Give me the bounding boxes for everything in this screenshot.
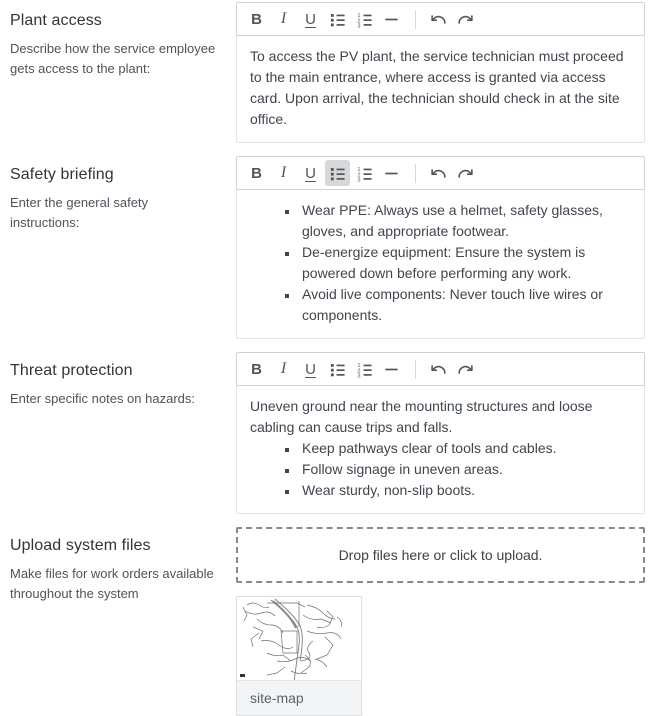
- threat-protection-toolbar: [236, 352, 645, 386]
- undo-icon: [430, 11, 447, 28]
- editor-paragraph: Uneven ground near the mounting structures and loose cabling can cause trips and falls.: [250, 398, 593, 435]
- svg-text:3: 3: [357, 373, 361, 378]
- redo-icon: [457, 361, 474, 378]
- bullet-list: [250, 438, 631, 501]
- uploaded-file-card[interactable]: [236, 596, 362, 716]
- italic-button[interactable]: I: [271, 6, 296, 32]
- redo-icon: [457, 11, 474, 28]
- section-description: Enter specific notes on hazards:: [10, 391, 195, 406]
- bullet-list-button[interactable]: [325, 6, 350, 32]
- safety-briefing-label: [10, 156, 226, 339]
- upload-label: [10, 527, 226, 716]
- ordered-list-icon: [356, 11, 373, 28]
- section-title: Upload system files: [10, 537, 151, 554]
- bullet-list-button[interactable]: [325, 160, 350, 186]
- svg-text:2: 2: [357, 17, 361, 24]
- bold-button[interactable]: B: [244, 6, 269, 32]
- italic-button[interactable]: I: [271, 356, 296, 382]
- bold-button[interactable]: B: [244, 160, 269, 186]
- svg-text:1: 1: [357, 362, 361, 369]
- svg-text:1: 1: [357, 12, 361, 19]
- toolbar-divider: [415, 164, 416, 183]
- horizontal-rule-icon: [383, 165, 400, 182]
- toolbar-divider: [415, 360, 416, 379]
- file-dropzone[interactable]: [236, 527, 645, 583]
- plant-access-label: [10, 2, 226, 143]
- threat-protection-label: [10, 352, 226, 514]
- list-item: ▪ Wear PPE: Always use a helmet, safety glasses, gloves, and appropriate footwear.: [299, 200, 631, 242]
- list-item: ▪ Avoid live components: Never touch live wires or components.: [299, 284, 631, 326]
- bullet-list-icon: [329, 361, 346, 378]
- horizontal-rule-button[interactable]: [379, 356, 404, 382]
- plant-access-toolbar: [236, 2, 645, 36]
- section-threat-protection: [10, 352, 645, 514]
- redo-button[interactable]: [453, 160, 478, 186]
- undo-button[interactable]: [426, 160, 451, 186]
- bullet-list-icon: [329, 165, 346, 182]
- svg-text:3: 3: [357, 177, 361, 182]
- list-item: ▪ De-energize equipment: Ensure the system is powered down before performing any work.: [299, 242, 631, 284]
- section-safety-briefing: [10, 156, 645, 339]
- svg-text:1: 1: [357, 166, 361, 173]
- horizontal-rule-button[interactable]: [379, 160, 404, 186]
- upload-field: [236, 527, 645, 716]
- section-title: Threat protection: [10, 362, 133, 379]
- plant-access-editor-content[interactable]: [236, 35, 645, 143]
- bullet-list-icon: [329, 11, 346, 28]
- ordered-list-button[interactable]: [352, 6, 377, 32]
- list-item: ▪ Keep pathways clear of tools and cables.: [299, 438, 631, 459]
- safety-briefing-editor-content[interactable]: [236, 189, 645, 339]
- horizontal-rule-icon: [383, 11, 400, 28]
- section-plant-access: [10, 2, 645, 143]
- safety-briefing-editor: [236, 156, 645, 339]
- redo-icon: [457, 165, 474, 182]
- editor-paragraph: To access the PV plant, the service technician must proceed to the main entrance, where access is granted via access card. Upon arrival, the technician should check in at the site office.: [250, 48, 624, 127]
- uploaded-file-name: site-map: [237, 681, 361, 715]
- undo-icon: [430, 165, 447, 182]
- list-item: ▪ Follow signage in uneven areas.: [299, 459, 631, 480]
- safety-briefing-toolbar: [236, 156, 645, 190]
- toolbar-divider: [415, 10, 416, 29]
- section-description: Make files for work orders available throughout the system: [10, 566, 214, 601]
- ordered-list-button[interactable]: [352, 356, 377, 382]
- bold-button[interactable]: B: [244, 356, 269, 382]
- undo-button[interactable]: [426, 6, 451, 32]
- svg-text:2: 2: [357, 367, 361, 374]
- section-description: Describe how the service employee gets access to the plant:: [10, 41, 216, 76]
- threat-protection-editor: [236, 352, 645, 514]
- list-item: ▪ Wear sturdy, non-slip boots.: [299, 480, 631, 501]
- section-title: Safety briefing: [10, 166, 114, 183]
- svg-text:3: 3: [357, 23, 361, 28]
- section-upload-system-files: [10, 527, 645, 716]
- italic-button[interactable]: I: [271, 160, 296, 186]
- undo-icon: [430, 361, 447, 378]
- horizontal-rule-icon: [383, 361, 400, 378]
- underline-button[interactable]: U: [298, 356, 323, 382]
- undo-button[interactable]: [426, 356, 451, 382]
- section-description: Enter the general safety instructions:: [10, 195, 149, 230]
- svg-text:2: 2: [357, 171, 361, 178]
- ordered-list-button[interactable]: [352, 160, 377, 186]
- site-map-thumbnail: [237, 597, 361, 681]
- section-title: Plant access: [10, 12, 102, 29]
- underline-button[interactable]: U: [298, 160, 323, 186]
- redo-button[interactable]: [453, 356, 478, 382]
- threat-protection-editor-content[interactable]: [236, 385, 645, 514]
- bullet-list: [250, 200, 631, 326]
- redo-button[interactable]: [453, 6, 478, 32]
- horizontal-rule-button[interactable]: [379, 6, 404, 32]
- ordered-list-icon: [356, 361, 373, 378]
- underline-button[interactable]: U: [298, 6, 323, 32]
- plant-access-editor: [236, 2, 645, 143]
- ordered-list-icon: [356, 165, 373, 182]
- dropzone-label: Drop files here or click to upload.: [338, 547, 543, 563]
- bullet-list-button[interactable]: [325, 356, 350, 382]
